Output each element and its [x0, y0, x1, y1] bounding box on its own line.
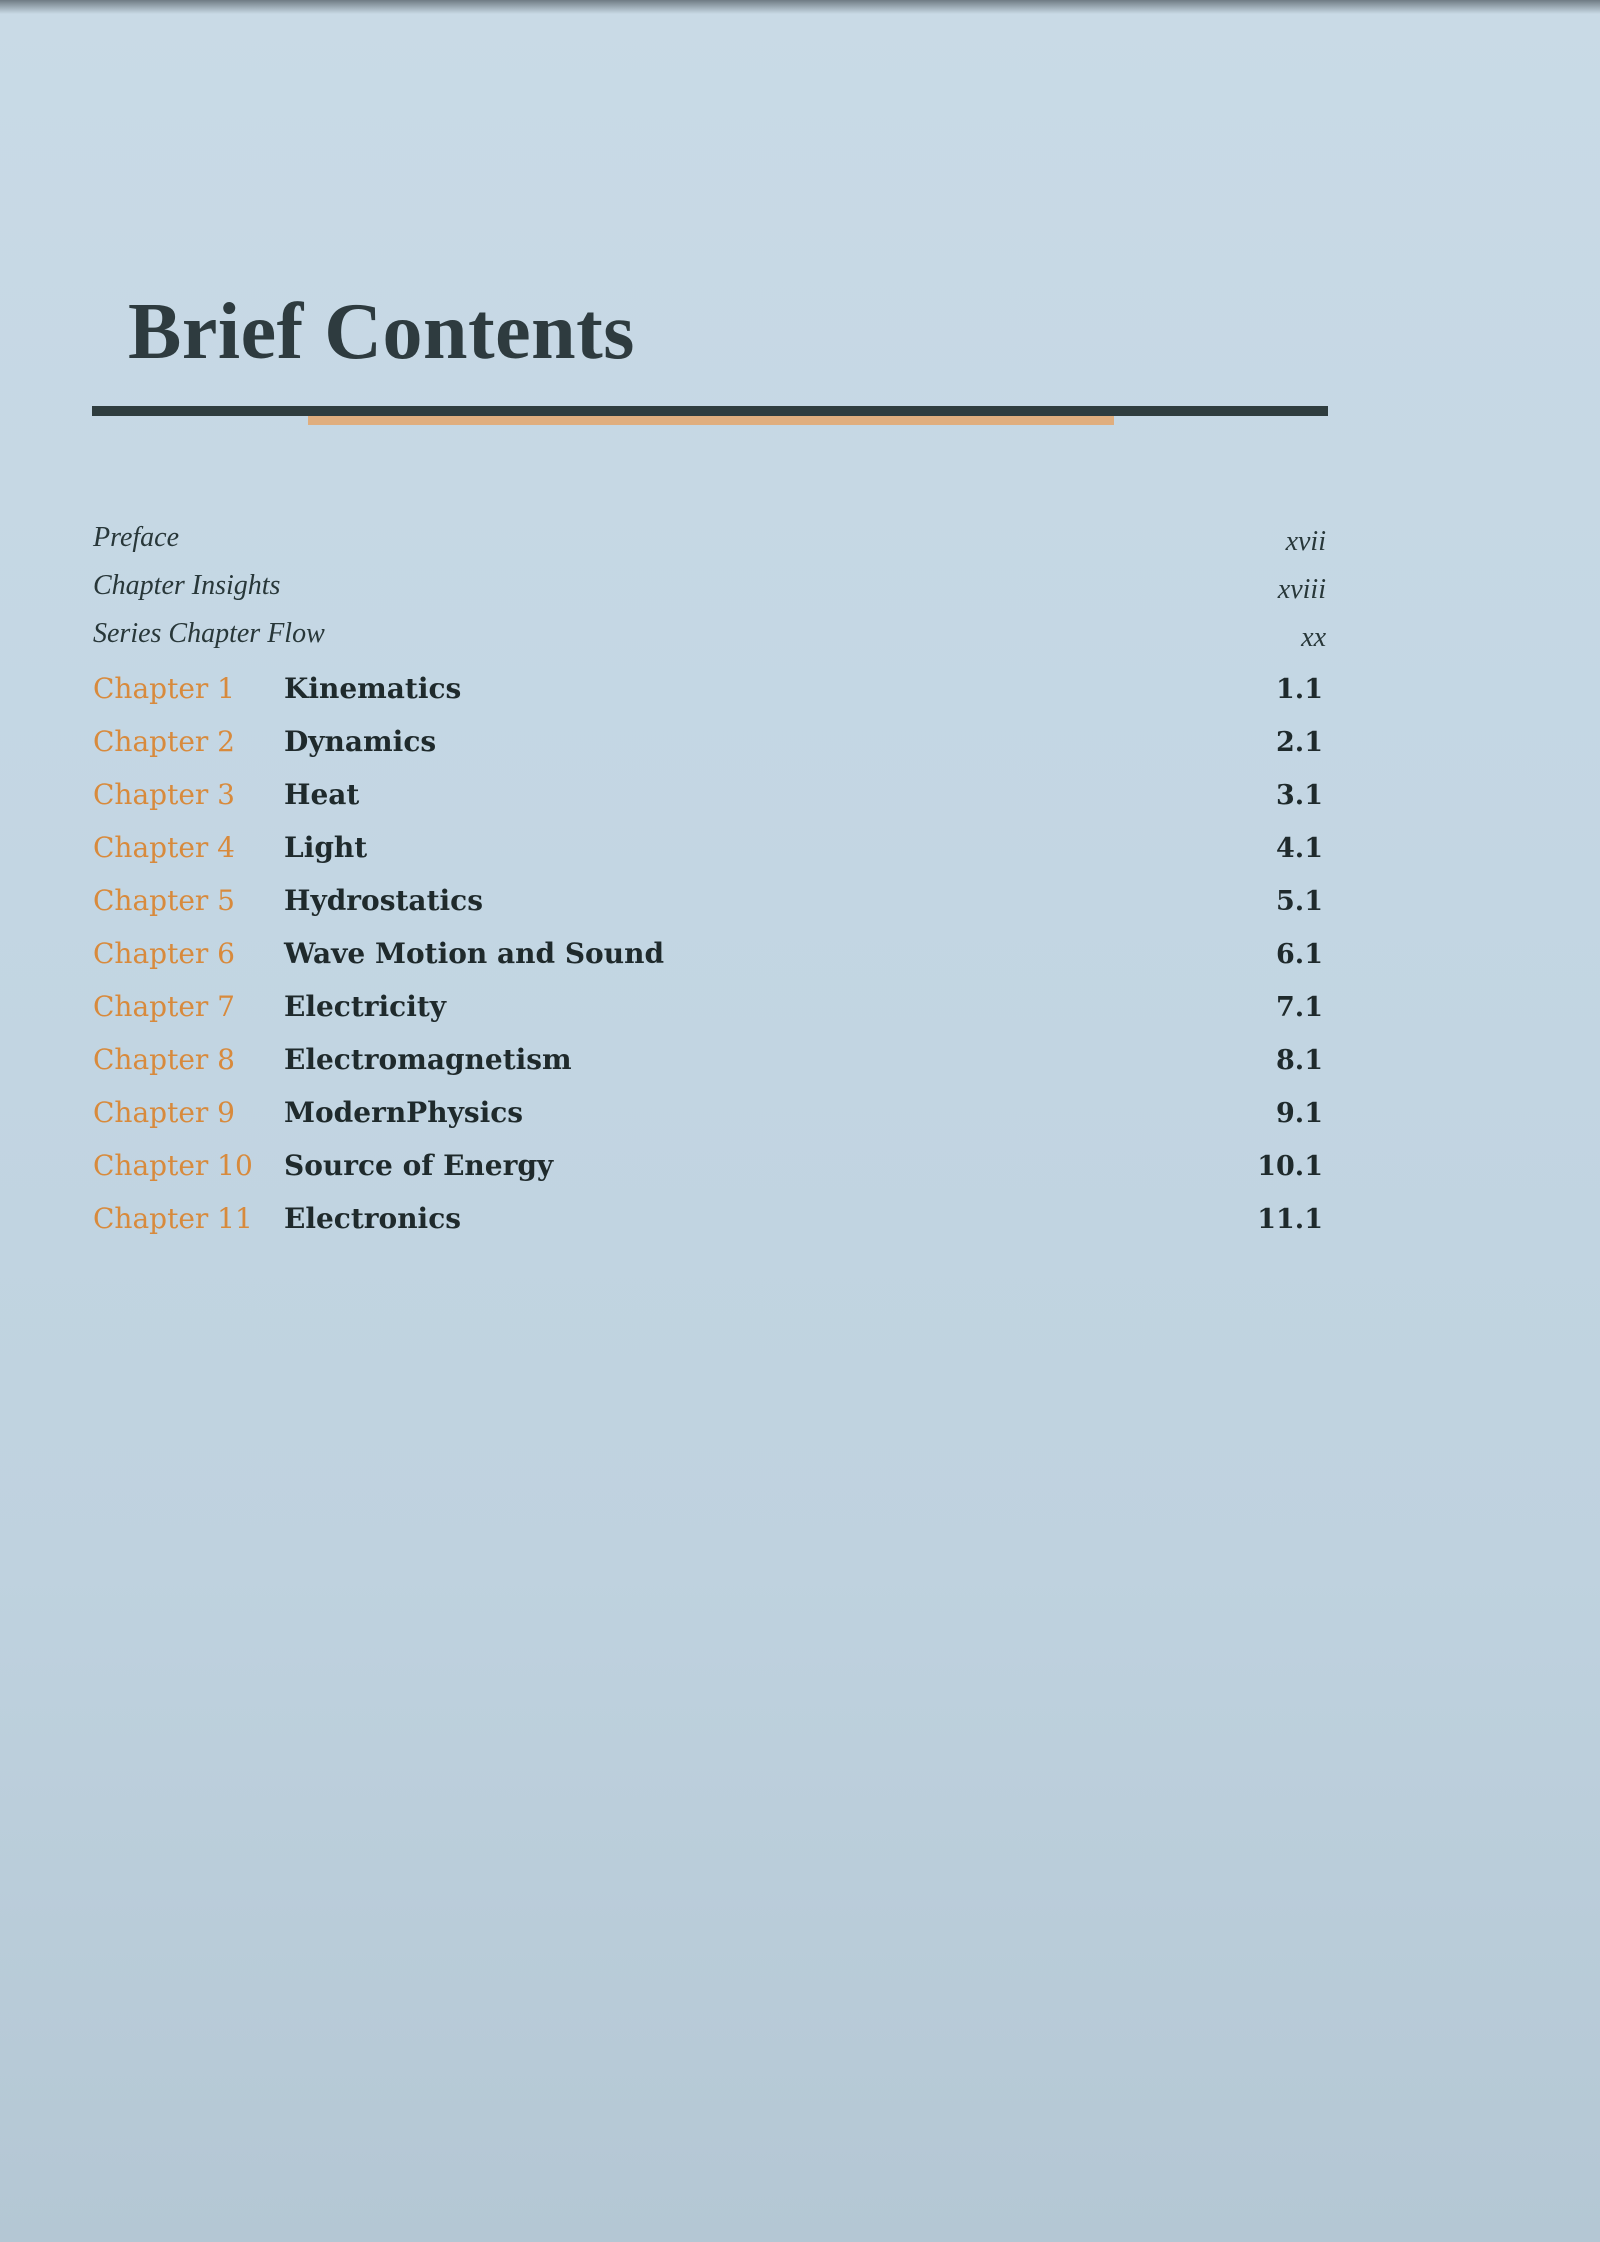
- chapter-title: Kinematics: [284, 672, 462, 705]
- chapter-entry[interactable]: [0, 937, 1600, 987]
- chapter-title: Heat: [284, 778, 360, 811]
- chapter-entry[interactable]: [0, 672, 1600, 722]
- chapter-page: 2.1: [1276, 727, 1323, 758]
- front-matter-entry[interactable]: [0, 618, 1600, 666]
- chapter-entry[interactable]: [0, 1202, 1600, 1252]
- chapter-number: Chapter 7: [93, 990, 235, 1023]
- title-rule: [92, 406, 1328, 416]
- front-matter-page: xx: [1301, 622, 1326, 653]
- chapter-title: Hydrostatics: [284, 884, 483, 917]
- chapter-entry[interactable]: [0, 1096, 1600, 1146]
- chapter-entry[interactable]: [0, 725, 1600, 775]
- chapter-page: 5.1: [1276, 886, 1323, 917]
- chapter-number: Chapter 5: [93, 884, 235, 917]
- chapter-entry[interactable]: [0, 990, 1600, 1040]
- chapter-number: Chapter 11: [93, 1202, 253, 1235]
- chapter-page: 4.1: [1276, 833, 1323, 864]
- chapter-page: 3.1: [1276, 780, 1323, 811]
- chapter-entry[interactable]: [0, 778, 1600, 828]
- front-matter-label: Series Chapter Flow: [93, 618, 325, 649]
- page-title: Brief Contents: [128, 288, 635, 376]
- chapter-page: 11.1: [1257, 1204, 1323, 1235]
- front-matter-label: Chapter Insights: [93, 570, 281, 601]
- chapter-number: Chapter 4: [93, 831, 235, 864]
- chapter-title: Wave Motion and Sound: [284, 937, 665, 970]
- chapter-number: Chapter 10: [93, 1149, 253, 1182]
- chapter-entry[interactable]: [0, 1149, 1600, 1199]
- chapter-number: Chapter 6: [93, 937, 235, 970]
- chapter-title: Dynamics: [284, 725, 437, 758]
- chapter-page: 10.1: [1257, 1151, 1323, 1182]
- chapter-entry[interactable]: [0, 1043, 1600, 1093]
- chapter-number: Chapter 8: [93, 1043, 235, 1076]
- chapter-title: Electronics: [284, 1202, 462, 1235]
- chapter-page: 8.1: [1276, 1045, 1323, 1076]
- chapter-page: 1.1: [1276, 674, 1323, 705]
- chapter-number: Chapter 1: [93, 672, 235, 705]
- front-matter-entry[interactable]: [0, 570, 1600, 618]
- chapter-page: 7.1: [1276, 992, 1323, 1023]
- chapter-title: ModernPhysics: [284, 1096, 524, 1129]
- chapter-title: Light: [284, 831, 368, 864]
- chapter-title: Source of Energy: [284, 1149, 554, 1182]
- chapter-entry[interactable]: [0, 831, 1600, 881]
- front-matter-page: xviii: [1277, 574, 1326, 605]
- front-matter-label: Preface: [93, 522, 180, 553]
- front-matter-entry[interactable]: [0, 522, 1600, 570]
- chapter-number: Chapter 3: [93, 778, 235, 811]
- chapter-page: 6.1: [1276, 939, 1323, 970]
- chapter-number: Chapter 2: [93, 725, 235, 758]
- title-accent-rule: [308, 416, 1114, 425]
- chapter-number: Chapter 9: [93, 1096, 235, 1129]
- chapter-title: Electricity: [284, 990, 447, 1023]
- chapter-entry[interactable]: [0, 884, 1600, 934]
- front-matter-page: xvii: [1285, 526, 1326, 557]
- chapter-title: Electromagnetism: [284, 1043, 572, 1076]
- page-edge-shadow: [0, 0, 1600, 14]
- chapter-page: 9.1: [1276, 1098, 1323, 1129]
